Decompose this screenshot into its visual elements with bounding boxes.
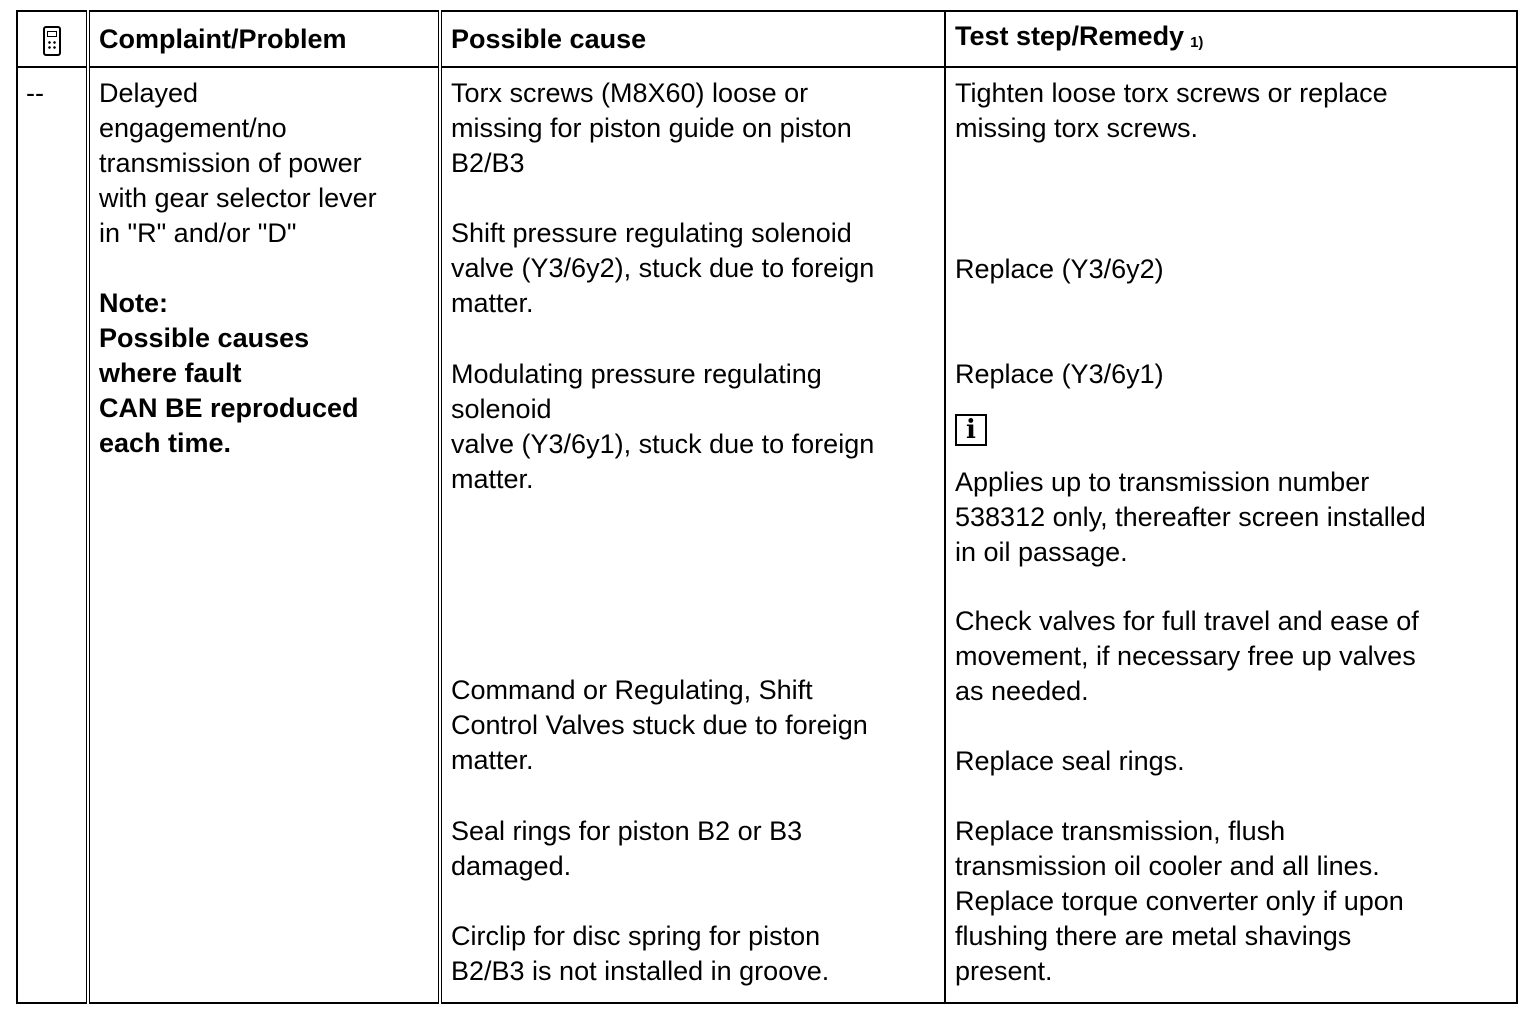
device-icon xyxy=(43,26,61,56)
remedy-item: Check valves for full travel and ease of movement, if necessary free up valves as needed. xyxy=(955,606,1419,706)
info-note xyxy=(955,412,987,447)
table-row xyxy=(17,67,1517,1003)
info-icon: i xyxy=(955,414,987,446)
diagnosis-table xyxy=(16,10,1518,1004)
cause-item: Shift pressure regulating solenoid valve (Y3/6y2), stuck due to foreign matter. xyxy=(451,218,875,318)
header-icon-cell xyxy=(17,11,88,67)
row-marker: -- xyxy=(26,78,44,108)
cause-item: Modulating pressure regulating solenoid valve (Y3/6y1), stuck due to foreign matter. xyxy=(451,359,875,494)
header-complaint: Complaint/Problem xyxy=(88,11,440,67)
remedy-item: Replace transmission, flush transmission oil cooler and all lines. Replace torque converter only if upon flushing there are metal shavings present. xyxy=(955,816,1404,986)
marker-cell xyxy=(17,67,88,1003)
remedy-item: Tighten loose torx screws or replace missing torx screws. xyxy=(955,78,1388,143)
header-cause: Possible cause xyxy=(440,11,945,67)
cause-item: Torx screws (M8X60) loose or missing for piston guide on piston B2/B3 xyxy=(451,78,852,178)
info-text: Applies up to transmission number 538312 only, thereafter screen installed in oil passage. xyxy=(955,467,1426,567)
complaint-text: Delayed engagement/no transmission of power with gear selector lever in "R" and/or "D" xyxy=(99,78,377,248)
cause-item: Command or Regulating, Shift Control Valves stuck due to foreign matter. xyxy=(451,675,868,775)
remedy-item: Replace seal rings. xyxy=(955,746,1185,776)
header-remedy xyxy=(945,11,1517,67)
complaint-cell xyxy=(88,67,440,1003)
note-block: Note: Possible causes where fault CAN BE reproduced each time. xyxy=(99,288,359,458)
footnote-marker: 1) xyxy=(1190,33,1204,51)
header-row xyxy=(17,11,1517,67)
remedy-header-label: Test step/Remedy 1) xyxy=(955,20,1204,51)
cause-item: Seal rings for piston B2 or B3 damaged. xyxy=(451,816,803,881)
cause-cell xyxy=(440,67,945,1003)
remedy-item: Replace (Y3/6y1) xyxy=(955,359,1164,389)
cause-item: Circlip for disc spring for piston B2/B3 is not installed in groove. xyxy=(451,921,830,986)
remedy-item: Replace (Y3/6y2) xyxy=(955,254,1164,284)
note-title: Note: xyxy=(99,288,168,318)
remedy-cell xyxy=(945,67,1517,1003)
